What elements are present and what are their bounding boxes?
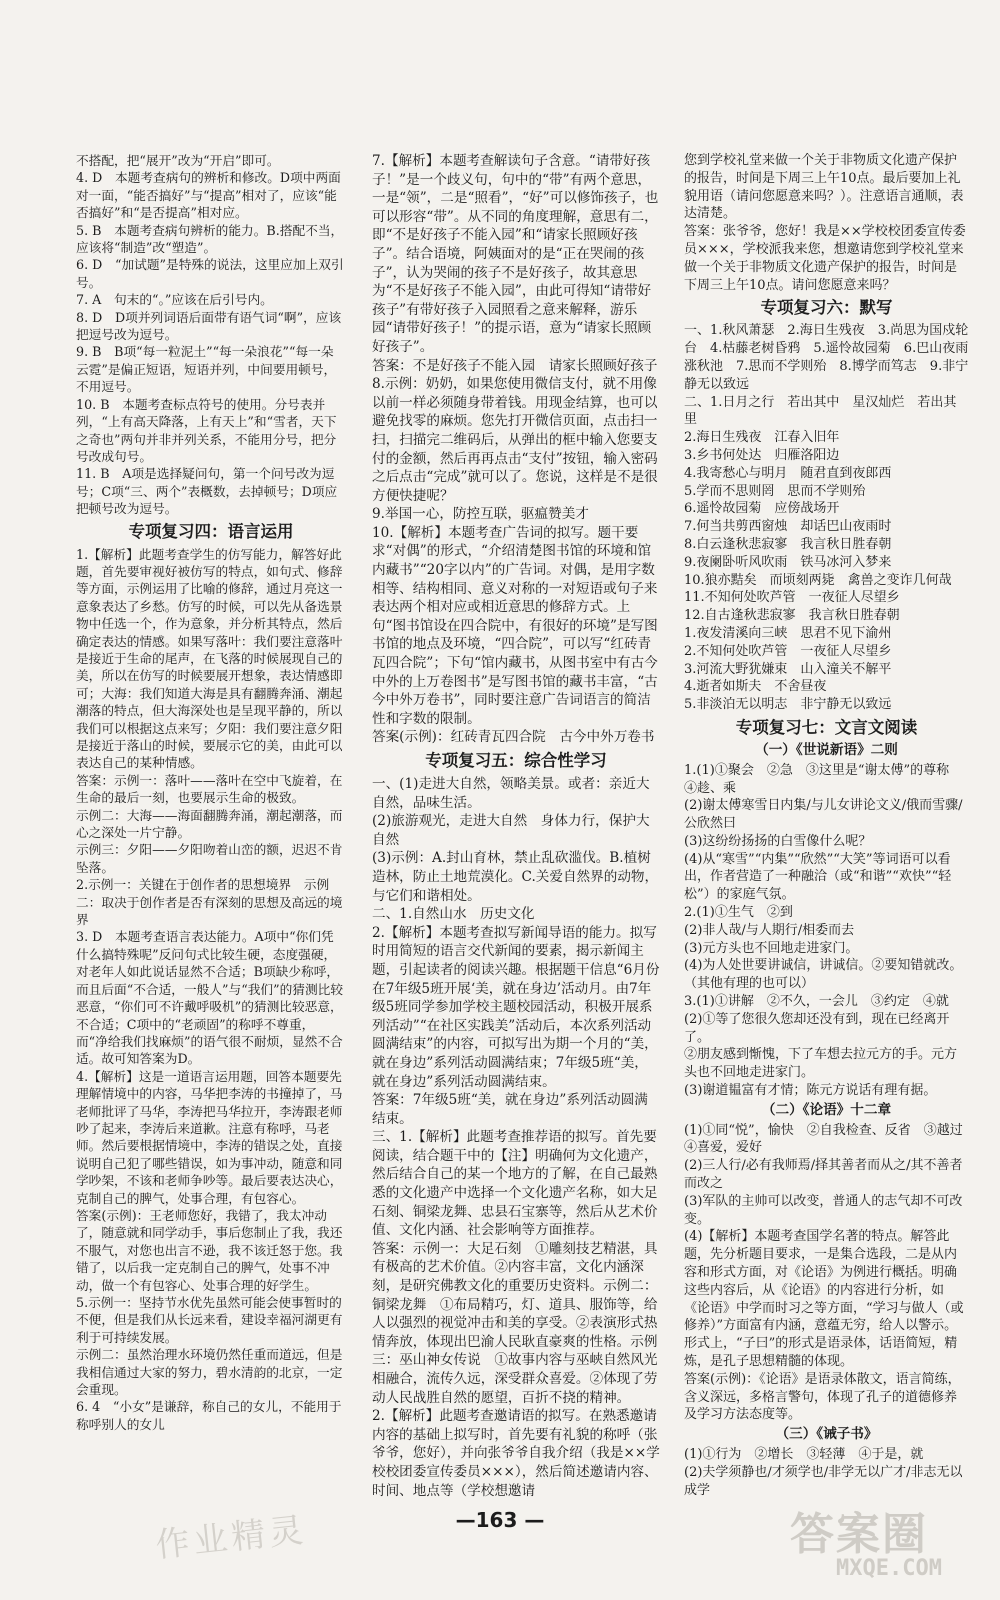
section-heading: 专项复习六：默写 bbox=[760, 298, 893, 318]
section-heading: 专项复习四：语言运用 bbox=[128, 521, 294, 541]
answer-item: (2)三人行/必有我师焉/择其善者而从之/其不善者而改之 bbox=[684, 1158, 963, 1192]
answer-item: 8.示例：奶奶，如果您使用微信支付，就不用像以前一样必须随身带着钱。用现金结算，也可以避免找零的麻烦。您先打开微信页面，点击扫一扫，扫描完二维码后，从弹出的框中输入您要支付的金额，然后再再点击“支付”按钮，输入密码之后点击“完成”就可以了。您说，这样是不是很方便快捷呢？ bbox=[372, 376, 658, 504]
answer-item: 您到学校礼堂来做一个关于非物质文化遗产保护的报告，时间是下周三上午10点。最后要加上礼貌用语（请问您愿意来吗？）。注意语言通顺，表达清楚。 bbox=[684, 153, 964, 222]
section-heading: 专项复习五：综合性学习 bbox=[425, 751, 607, 770]
answer-item: 7. A 句末的“。”应该在后引号内。 bbox=[76, 292, 273, 308]
answer-item: 二、1.自然山水 历史文化 bbox=[372, 906, 535, 923]
answer-item: 3.(1)①讲解 ②不久，一会儿 ③约定 ④就 bbox=[684, 994, 949, 1010]
answer-item: (2)旅游观光，走进大自然 身体力行，保护大自然 bbox=[372, 813, 650, 848]
answer-item: 11. B A项是选择疑问句，第一个问号改为逗号；C项“三、两个”表概数，去掉顿号；D项应把顿号改为逗号。 bbox=[76, 466, 338, 517]
column-left bbox=[76, 152, 346, 1433]
subsection-heading: （二）《论语》十二章 bbox=[761, 1101, 892, 1118]
answer-item: ②朋友感到惭愧，下了车想去拉元方的手。元方头也不回地走进家门。 bbox=[684, 1047, 958, 1081]
answer-item: 11.不知何处吹芦管 一夜征人尽望乡 bbox=[684, 590, 900, 606]
answer-item: 1.【解析】此题考查学生的仿写能力，解答好此题，首先要审视好被仿写的特点，如句式、修辞等方面，示例运用了比喻的修辞，通过月亮这一意象表达了乡愁。仿写的时候，可以先从备选景物中任选一个，作为意象，并分析其特点，然后确定表达的情感。如果写落叶：我们要注意落叶是接近于生命的尾声，在飞落的时候展现自己的美，所以在仿写的时候要展开想象，表达情感即可；大海：我们知道大海是具有翻腾奔涌、潮起潮落的特点，但大海深处也是呈现平静的，所以我们可以根据这点来写；夕阳：我们要注意夕阳是接近于落山的时候，要展示它的美，由此可以表达自己的某种情感。 bbox=[76, 546, 343, 771]
answer-item: 答案(示例)：王老师您好，我错了，我太冲动了，随意就和同学动手，事后您制止了我，我还不服气，对您也出言不逊，我不该迁怒于您。我错了，以后我一定克制自己的脾气，处事不冲动，做一个有包容心、处事合理的好学生。 bbox=[76, 1207, 343, 1293]
answer-item: 6. D “加试题”是特殊的说法，这里应加上双引号。 bbox=[76, 257, 344, 290]
answer-item: 答案：7年级5班“美，就在身边”系列活动圆满结束。 bbox=[372, 1092, 648, 1127]
answer-item: 5.学而不思则罔 思而不学则殆 bbox=[684, 483, 866, 499]
answer-item: 5. B 本题考查病句辨析的能力。B.搭配不当，应该将“制造”改“塑造”。 bbox=[76, 222, 344, 256]
answer-item: 示例二：虽然治理水环境仍然任重而道远，但是我相信通过大家的努力，碧水清韵的北京，一定会重现。 bbox=[76, 1347, 343, 1398]
answer-item: 2.(1)①生气 ②到 bbox=[684, 905, 793, 921]
answer-item: 5.示例一：坚持节水优先虽然可能会使事暂时的不便，但是我们从长远来看，建设幸福河湖更有利于可持续发展。 bbox=[76, 1295, 343, 1345]
answer-item: 6. 4 “小女”是谦辞，称自己的女儿，不能用于称呼别人的女儿 bbox=[76, 1399, 342, 1432]
answer-item: 1.夜发清溪向三峡 思君不见下渝州 bbox=[684, 625, 892, 641]
answer-item: 答案：示例一：大足石刻 ①雕刻技艺精湛，具有极高的艺术价值。②内容丰富，文化内涵深刻，是研究佛教文化的重要历史资料。示例二：铜梁龙舞 ①布局精巧，灯、道具、服饰等，给人以强烈的视觉冲击和美的享受。②表演形式热情奔放，体现出巴渝人民耿直豪爽的性格。示例三：巫山神女传说 ①故事内容与巫峡自然风光相融合，流传久远，深受群众喜爱。②体现了劳动人民战胜自然的愿望，百折不挠的精神。 bbox=[372, 1240, 658, 1406]
answer-item: (3)这纷纷扬扬的白雪像什么呢？ bbox=[684, 833, 872, 849]
answer-item: 答案：张爷爷，您好！我是××学校校团委宣传委员×××，学校派我来您，想邀请您到学校礼堂来做一个关于非物质文化遗产保护的报告，时间是下周三上午10点。请问您愿意来吗？ bbox=[684, 224, 966, 293]
answer-item: 4.我寄愁心与明月 随君直到夜郎西 bbox=[684, 465, 892, 481]
watermark-left: 作业精灵 bbox=[153, 1510, 310, 1566]
answer-item: 2.海日生残夜 江春入旧年 bbox=[684, 430, 840, 446]
answer-item: 2.示例一：关键在于创作者的思想境界 示例二：取决于创作者是否有深刻的思想及高远的境界 bbox=[76, 877, 343, 928]
answer-item: 三、1.【解析】此题考查推荐语的拟写。首先要阅读，结合题干中的【注】明确何为文化遗产，然后结合自己的某一个地方的了解，在自己最熟悉的文化遗产中选择一个文化遗产名称，如大足石刻、铜梁龙舞、忠县石宝寨等，然后从艺术价值、文化内涵、社会影响等方面推荐。 bbox=[372, 1129, 658, 1239]
answer-item: 2.不知何处吹芦管 一夜征人尽望乡 bbox=[684, 643, 892, 659]
section-heading: 专项复习七：文言文阅读 bbox=[735, 717, 918, 737]
answer-item: 10.【解析】本题考查广告词的拟写。题干要求“对偶”的形式，“介绍清楚图书馆的环境和馆内藏书”“20字以内”的广告词。对偶，是用字数相等、结构相同、意义对称的一对短语或句子来表达两个相对应或相近意思的修辞方式。上句“图书馆设在四合院中，有很好的环境”是写图书馆的地点及环境，“四合院”，可以写“红砖青瓦四合院”；下句“馆内藏书，从图书室中有古今中外的上万卷图书”是写图书馆的藏书丰富，“古今中外万卷书”，同时要注意广告词语言的简洁性和字数的限制。 bbox=[372, 524, 658, 727]
answer-item: 一、1.秋风萧瑟 2.海日生残夜 3.尚思为国戍轮台 4.枯藤老树昏鸦 5.遥怜故园菊 6.巴山夜雨涨秋池 7.思而不学则殆 8.博学而笃志 9.非宁静无以致远 bbox=[684, 323, 969, 392]
answer-item: (2)①等了您很久您却还没有到，现在已经离开了。 bbox=[684, 1011, 950, 1045]
subsection-heading: （一）《世说新语》二则 bbox=[755, 741, 898, 758]
answer-item: 示例三：夕阳——夕阳吻着山峦的额，迟迟不肯坠落。 bbox=[76, 842, 343, 875]
answer-item: 3.河流大野犹嫌束 山入潼关不解平 bbox=[684, 661, 892, 677]
answer-item: 7.【解析】本题考查解读句子含意。“请带好孩子！”是一个歧义句，句中的“带”有两个意思，一是“领”，二是“照看”，“好”可以修饰孩子，也可以形容“带”。从不同的角度理解，意思有二，即“不是好孩子不能入园”和“请家长照顾好孩子”。结合语境，阿姨面对的是“正在哭闹的孩子”，认为哭闹的孩子不是好孩子，故其意思为“不是好孩子不能入园”，由此可得知“请带好孩子”有带好孩子入园照看之意来解释，游乐园“请带好孩子！”的提示语，意为“请家长照顾好孩子”。 bbox=[372, 153, 659, 355]
answer-item: 6.遥怜故园菊 应傍战场开 bbox=[684, 501, 840, 517]
answer-item: 8.白云逢秋悲寂寥 我言秋日胜春朝 bbox=[684, 536, 892, 552]
answer-item: (3)军队的主帅可以改变，普通人的志气却不可改变。 bbox=[684, 1193, 963, 1227]
answer-item: 答案(示例)：《论语》是语录体散文，语言简练，含义深远，多格言警句，体现了孔子的道德修养及学习方法态度等。 bbox=[684, 1371, 961, 1423]
answer-item: 7.何当共剪西窗烛 却话巴山夜雨时 bbox=[684, 519, 892, 535]
answer-item: 8. D D项并列词语后面带有语气词“啊”，应该把逗号改为逗号。 bbox=[76, 309, 342, 343]
column-right bbox=[684, 152, 976, 1499]
answer-item: 5.非淡泊无以明志 非宁静无以致远 bbox=[684, 697, 892, 713]
answer-item: 10. B 本题考查标点符号的使用。分号表并列，“上有高天降落，上有天上”和“雪者，天下之奇也”两句并非并列关系，不能用分号，把分号改成句号。 bbox=[76, 396, 337, 464]
answer-item: (2)谢太傅寒雪日内集/与儿女讲论文义/俄而雪骤/公欣然曰 bbox=[684, 798, 963, 832]
answer-item: 答案：示例一：落叶——落叶在空中飞旋着，在生命的最后一刻，也要展示生命的极致。 bbox=[76, 772, 343, 806]
answer-item: 4.【解析】这是一道语言运用题，回答本题要先理解情境中的内容，马华把李涛的书撞掉了，马老师批评了马华，李涛把马华拉开，李涛跟老师吵了起来，李涛后来道歉。注意有称呼，马老师。然后要根据情境中，李涛的错误之处，直接说明自己犯了哪些错误，如为事冲动，随意和同学吵架，不该和老师争吵等。最后要表达决心，克制自己的脾气，处事合理，有包容心。 bbox=[76, 1068, 343, 1206]
watermark-logo-text: 答案圈 bbox=[790, 1509, 928, 1560]
answer-item: 12.自古逢秋悲寂寥 我言秋日胜春朝 bbox=[684, 608, 900, 624]
answer-item: 9. B B项“每一粒泥土”“每一朵浪花”“每一朵云霓”是偏正短语，短语并列，中间要用顿号，不用逗号。 bbox=[76, 344, 337, 395]
answer-item: 一、(1)走进大自然，领略美景。或者：亲近大自然，品味生活。 bbox=[372, 776, 650, 811]
answer-item: 4.逝者如斯夫 不舍昼夜 bbox=[684, 679, 827, 695]
column-middle bbox=[372, 152, 660, 1500]
answer-item: 4. D 本题考查病句的辨析和修改。D项中两面对一面，“能否搞好”与“提高”相对了，应该“能否搞好”和“是否提高”相对应。 bbox=[76, 170, 341, 221]
answer-item: (4)【解析】本题考查国学名著的特点。解答此题，先分析题目要求，一是集合选段，二是从内容和形式方面，对《论语》为例进行概括。明确这些内容后，从《论语》的内容进行分析，如《论语》中学而时习之等方面，“学习与做人（或修养）”方面富有内涵，意蕴无穷，给人以警示。形式上，“子曰”的形式是语录体，话语简短，精炼，是孔子思想精髓的体现。 bbox=[684, 1229, 964, 1369]
answer-item: 2.【解析】本题考查拟写新闻导语的能力。拟写时用简短的语言交代新闻的要素，揭示新闻主题，引起读者的阅读兴趣。根据题干信息“6月份在7年级5班开展‘美，就在身边’活动月。由7年级5班同学参加学校主题校园活动，积极开展系列活动”“在社区实践美”活动后，本次系列活动圆满结束”的内容，可拟写出为期一个月的“美，就在身边”系列活动圆满结束；7年级5班“美，就在身边”系列活动圆满结束。 bbox=[372, 924, 660, 1090]
answer-item: 9.夜阑卧听风吹雨 铁马冰河入梦来 bbox=[684, 554, 892, 570]
subsection-heading: （三）《诫子书》 bbox=[775, 1426, 878, 1443]
answer-item: 3. D 本题考查语言表达能力。A项中“你们凭什么搞特殊呢”反问句式比较生硬，态度强硬，对老年人如此说话显然不合适；B项缺少称呼，而且后面“不合适，一般人”与“我们”的猜测比较恶意，“你们可不许戴呼吸机”的猜测比较恶意，不合适；C项中的“老顽固”的称呼不尊重，而“净给我们找麻烦”的语气很不耐烦，显然不合适。故可知答案为D。 bbox=[76, 929, 344, 1067]
answer-item: 1.(1)①聚会 ②急 ③这里是“谢太傅”的尊称 ④趁、乘 bbox=[684, 762, 963, 796]
answer-item: (2)夫学须静也/才须学也/非学无以广才/非志无以成学 bbox=[684, 1464, 963, 1498]
answer-item: 10.狼亦黠矣 而顷刻两毙 禽兽之变诈几何哉 bbox=[684, 572, 952, 588]
answer-item: (3)示例：A.封山育林，禁止乱砍滥伐。B.植树造林，防止土地荒漠化。C.关爱自然界的动物，与它们和谐相处。 bbox=[372, 850, 659, 904]
answer-item: (2)非人哉/与人期行/相委而去 bbox=[684, 922, 855, 938]
answer-item: 答案：不是好孩子不能入园 请家长照顾好孩子 bbox=[372, 357, 658, 374]
answer-item: 9.举国一心，防控互联，驱瘟赞美才 bbox=[372, 506, 589, 523]
answer-item: (1)①行为 ②增长 ③轻薄 ④于是，就 bbox=[684, 1446, 924, 1462]
answer-item: 3.乡书何处达 归雁洛阳边 bbox=[684, 447, 840, 463]
answer-item: 示例二：大海——海面翻腾奔涌，潮起潮落，而心之深处一片宁静。 bbox=[76, 807, 343, 841]
answer-item: (3)元方头也不回地走进家门。 bbox=[684, 940, 859, 956]
answer-item: (3)谢道韫富有才情；陈元方说话有理有据。 bbox=[684, 1083, 937, 1099]
answer-item: (4)为人处世要讲诚信，讲诚信。②要知错就改。（其他有理的也可以） bbox=[684, 958, 963, 992]
watermark-right bbox=[790, 1498, 990, 1588]
answer-item: 答案(示例)：红砖青瓦四合院 古今中外万卷书 bbox=[372, 729, 655, 746]
page-number: —163 — bbox=[455, 1508, 545, 1532]
answer-item: (4)从“寒雪”“内集”“欣然”“大笑”等词语可以看出，作者营造了一种融洽（或“和谐”“欢快”“轻松”）的家庭气氛。 bbox=[684, 851, 952, 903]
answer-item: 二、1.日月之行 若出其中 星汉灿烂 若出其里 bbox=[684, 394, 957, 428]
answer-item: 2.【解析】此题考查邀请语的拟写。在熟悉邀请内容的基础上拟写时，首先要有礼貌的称呼（张爷爷，您好），并向张爷爷自我介绍（我是××学校校团委宣传委员×××），然后简述邀请内容、时间、地点等（学校想邀请 bbox=[372, 1408, 660, 1499]
answer-item: 不搭配，把“展开”改为“开启”即可。 bbox=[76, 153, 280, 168]
answer-item: (1)①同“悦”，愉快 ②自我检查、反省 ③越过 ④喜爱，爱好 bbox=[684, 1122, 976, 1156]
watermark-url: MXQE.COM bbox=[836, 1556, 942, 1581]
